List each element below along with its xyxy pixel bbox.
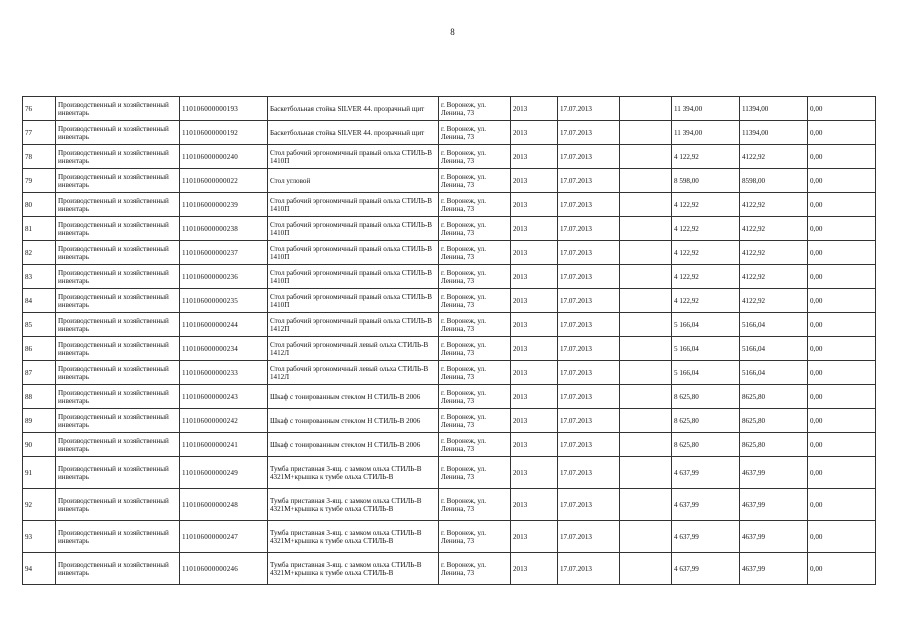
date-cell: 17.07.2013 <box>558 337 620 361</box>
category-cell: Производственный и хозяйственный инвентарь <box>56 97 180 121</box>
date-cell: 17.07.2013 <box>558 265 620 289</box>
table-row <box>23 385 876 409</box>
inventory-code: 110106000000235 <box>180 289 268 313</box>
residual-value: 0,00 <box>808 361 876 385</box>
extra-cell <box>620 385 672 409</box>
address-cell: г. Воронеж, ул. Ленина, 73 <box>439 521 511 553</box>
inventory-code: 110106000000022 <box>180 169 268 193</box>
address-cell: г. Воронеж, ул. Ленина, 73 <box>439 553 511 585</box>
book-value: 4122,92 <box>740 145 808 169</box>
book-value: 4637,99 <box>740 521 808 553</box>
inventory-code: 110106000000192 <box>180 121 268 145</box>
item-name: Тумба приставная 3-ящ. с замком ольха СТИЛЬ-В 4321М+крышка к тумбе ольха СТИЛЬ-В <box>268 489 439 521</box>
inventory-code: 110106000000248 <box>180 489 268 521</box>
year-cell: 2013 <box>511 121 558 145</box>
year-cell: 2013 <box>511 265 558 289</box>
table-row <box>23 457 876 489</box>
address-cell: г. Воронеж, ул. Ленина, 73 <box>439 169 511 193</box>
residual-value: 0,00 <box>808 217 876 241</box>
address-cell: г. Воронеж, ул. Ленина, 73 <box>439 489 511 521</box>
residual-value: 0,00 <box>808 385 876 409</box>
date-cell: 17.07.2013 <box>558 193 620 217</box>
inventory-code: 110106000000193 <box>180 97 268 121</box>
extra-cell <box>620 145 672 169</box>
year-cell: 2013 <box>511 217 558 241</box>
item-name: Стол рабочий эргономичный правый ольха СТИЛЬ-В 1410П <box>268 193 439 217</box>
address-cell: г. Воронеж, ул. Ленина, 73 <box>439 241 511 265</box>
inventory-code: 110106000000234 <box>180 337 268 361</box>
address-cell: г. Воронеж, ул. Ленина, 73 <box>439 457 511 489</box>
book-value: 8598,00 <box>740 169 808 193</box>
table-row <box>23 337 876 361</box>
inventory-code: 110106000000246 <box>180 553 268 585</box>
inventory-code: 110106000000243 <box>180 385 268 409</box>
initial-cost: 4 637,99 <box>672 489 740 521</box>
initial-cost: 8 625,80 <box>672 409 740 433</box>
book-value: 4122,92 <box>740 217 808 241</box>
residual-value: 0,00 <box>808 289 876 313</box>
table-row <box>23 265 876 289</box>
row-number: 80 <box>23 193 56 217</box>
extra-cell <box>620 433 672 457</box>
category-cell: Производственный и хозяйственный инвентарь <box>56 409 180 433</box>
address-cell: г. Воронеж, ул. Ленина, 73 <box>439 409 511 433</box>
extra-cell <box>620 217 672 241</box>
book-value: 4637,99 <box>740 553 808 585</box>
table-row <box>23 121 876 145</box>
year-cell: 2013 <box>511 169 558 193</box>
page-number: 8 <box>450 27 455 37</box>
initial-cost: 4 637,99 <box>672 553 740 585</box>
table-row <box>23 193 876 217</box>
book-value: 4637,99 <box>740 457 808 489</box>
extra-cell <box>620 313 672 337</box>
item-name: Баскетбольная стойка SILVER 44. прозрачный щит <box>268 121 439 145</box>
table-row <box>23 289 876 313</box>
item-name: Тумба приставная 3-ящ. с замком ольха СТИЛЬ-В 4321М+крышка к тумбе ольха СТИЛЬ-В <box>268 553 439 585</box>
table-row <box>23 553 876 585</box>
extra-cell <box>620 289 672 313</box>
year-cell: 2013 <box>511 457 558 489</box>
initial-cost: 4 637,99 <box>672 457 740 489</box>
table-row <box>23 145 876 169</box>
year-cell: 2013 <box>511 553 558 585</box>
date-cell: 17.07.2013 <box>558 433 620 457</box>
initial-cost: 5 166,04 <box>672 313 740 337</box>
initial-cost: 4 122,92 <box>672 193 740 217</box>
table-row <box>23 313 876 337</box>
initial-cost: 4 122,92 <box>672 217 740 241</box>
address-cell: г. Воронеж, ул. Ленина, 73 <box>439 433 511 457</box>
extra-cell <box>620 553 672 585</box>
category-cell: Производственный и хозяйственный инвентарь <box>56 169 180 193</box>
year-cell: 2013 <box>511 489 558 521</box>
item-name: Тумба приставная 3-ящ. с замком ольха СТИЛЬ-В 4321М+крышка к тумбе ольха СТИЛЬ-В <box>268 521 439 553</box>
extra-cell <box>620 361 672 385</box>
row-number: 79 <box>23 169 56 193</box>
extra-cell <box>620 121 672 145</box>
initial-cost: 11 394,00 <box>672 121 740 145</box>
category-cell: Производственный и хозяйственный инвентарь <box>56 145 180 169</box>
table-row <box>23 169 876 193</box>
residual-value: 0,00 <box>808 265 876 289</box>
year-cell: 2013 <box>511 337 558 361</box>
address-cell: г. Воронеж, ул. Ленина, 73 <box>439 361 511 385</box>
inventory-code: 110106000000237 <box>180 241 268 265</box>
row-number: 85 <box>23 313 56 337</box>
category-cell: Производственный и хозяйственный инвентарь <box>56 241 180 265</box>
extra-cell <box>620 409 672 433</box>
row-number: 77 <box>23 121 56 145</box>
row-number: 78 <box>23 145 56 169</box>
extra-cell <box>620 521 672 553</box>
book-value: 5166,04 <box>740 361 808 385</box>
residual-value: 0,00 <box>808 193 876 217</box>
row-number: 88 <box>23 385 56 409</box>
book-value: 4122,92 <box>740 265 808 289</box>
inventory-code: 110106000000240 <box>180 145 268 169</box>
date-cell: 17.07.2013 <box>558 489 620 521</box>
date-cell: 17.07.2013 <box>558 553 620 585</box>
date-cell: 17.07.2013 <box>558 121 620 145</box>
item-name: Стол рабочий эргономичный правый ольха СТИЛЬ-В 1410П <box>268 289 439 313</box>
book-value: 5166,04 <box>740 337 808 361</box>
initial-cost: 4 122,92 <box>672 145 740 169</box>
initial-cost: 5 166,04 <box>672 361 740 385</box>
category-cell: Производственный и хозяйственный инвентарь <box>56 385 180 409</box>
table-row <box>23 361 876 385</box>
book-value: 11394,00 <box>740 121 808 145</box>
residual-value: 0,00 <box>808 337 876 361</box>
residual-value: 0,00 <box>808 489 876 521</box>
address-cell: г. Воронеж, ул. Ленина, 73 <box>439 121 511 145</box>
initial-cost: 4 122,92 <box>672 265 740 289</box>
residual-value: 0,00 <box>808 121 876 145</box>
row-number: 84 <box>23 289 56 313</box>
date-cell: 17.07.2013 <box>558 385 620 409</box>
address-cell: г. Воронеж, ул. Ленина, 73 <box>439 337 511 361</box>
extra-cell <box>620 265 672 289</box>
initial-cost: 8 625,80 <box>672 385 740 409</box>
residual-value: 0,00 <box>808 169 876 193</box>
category-cell: Производственный и хозяйственный инвентарь <box>56 193 180 217</box>
book-value: 4637,99 <box>740 489 808 521</box>
extra-cell <box>620 169 672 193</box>
extra-cell <box>620 337 672 361</box>
date-cell: 17.07.2013 <box>558 169 620 193</box>
book-value: 4122,92 <box>740 241 808 265</box>
category-cell: Производственный и хозяйственный инвентарь <box>56 337 180 361</box>
extra-cell <box>620 489 672 521</box>
inventory-code: 110106000000244 <box>180 313 268 337</box>
row-number: 83 <box>23 265 56 289</box>
book-value: 5166,04 <box>740 313 808 337</box>
inventory-table <box>22 96 876 585</box>
row-number: 76 <box>23 97 56 121</box>
date-cell: 17.07.2013 <box>558 145 620 169</box>
initial-cost: 8 598,00 <box>672 169 740 193</box>
residual-value: 0,00 <box>808 313 876 337</box>
date-cell: 17.07.2013 <box>558 313 620 337</box>
book-value: 8625,80 <box>740 433 808 457</box>
initial-cost: 4 637,99 <box>672 521 740 553</box>
residual-value: 0,00 <box>808 457 876 489</box>
initial-cost: 4 122,92 <box>672 241 740 265</box>
category-cell: Производственный и хозяйственный инвентарь <box>56 313 180 337</box>
initial-cost: 5 166,04 <box>672 337 740 361</box>
address-cell: г. Воронеж, ул. Ленина, 73 <box>439 385 511 409</box>
year-cell: 2013 <box>511 361 558 385</box>
category-cell: Производственный и хозяйственный инвентарь <box>56 361 180 385</box>
row-number: 92 <box>23 489 56 521</box>
item-name: Стол рабочий эргономичный правый ольха СТИЛЬ-В 1410П <box>268 241 439 265</box>
table-row <box>23 241 876 265</box>
year-cell: 2013 <box>511 145 558 169</box>
date-cell: 17.07.2013 <box>558 217 620 241</box>
date-cell: 17.07.2013 <box>558 457 620 489</box>
inventory-code: 110106000000236 <box>180 265 268 289</box>
year-cell: 2013 <box>511 241 558 265</box>
table-row <box>23 97 876 121</box>
row-number: 82 <box>23 241 56 265</box>
item-name: Баскетбольная стойка SILVER 44. прозрачный щит <box>268 97 439 121</box>
date-cell: 17.07.2013 <box>558 361 620 385</box>
inventory-code: 110106000000249 <box>180 457 268 489</box>
item-name: Стол рабочий эргономичный левый ольха СТИЛЬ-В 1412Л <box>268 337 439 361</box>
initial-cost: 8 625,80 <box>672 433 740 457</box>
inventory-code: 110106000000241 <box>180 433 268 457</box>
row-number: 90 <box>23 433 56 457</box>
year-cell: 2013 <box>511 409 558 433</box>
address-cell: г. Воронеж, ул. Ленина, 73 <box>439 265 511 289</box>
item-name: Стол рабочий эргономичный правый ольха СТИЛЬ-В 1410П <box>268 265 439 289</box>
item-name: Стол рабочий эргономичный правый ольха СТИЛЬ-В 1410П <box>268 145 439 169</box>
initial-cost: 4 122,92 <box>672 289 740 313</box>
inventory-code: 110106000000247 <box>180 521 268 553</box>
year-cell: 2013 <box>511 289 558 313</box>
initial-cost: 11 394,00 <box>672 97 740 121</box>
residual-value: 0,00 <box>808 433 876 457</box>
residual-value: 0,00 <box>808 521 876 553</box>
category-cell: Производственный и хозяйственный инвентарь <box>56 265 180 289</box>
item-name: Стол угловой <box>268 169 439 193</box>
row-number: 89 <box>23 409 56 433</box>
address-cell: г. Воронеж, ул. Ленина, 73 <box>439 217 511 241</box>
date-cell: 17.07.2013 <box>558 521 620 553</box>
date-cell: 17.07.2013 <box>558 97 620 121</box>
book-value: 8625,80 <box>740 409 808 433</box>
residual-value: 0,00 <box>808 553 876 585</box>
book-value: 4122,92 <box>740 289 808 313</box>
table-row <box>23 217 876 241</box>
item-name: Шкаф с тонированным стеклом Н СТИЛЬ-В 2006 <box>268 385 439 409</box>
row-number: 81 <box>23 217 56 241</box>
address-cell: г. Воронеж, ул. Ленина, 73 <box>439 145 511 169</box>
residual-value: 0,00 <box>808 241 876 265</box>
year-cell: 2013 <box>511 433 558 457</box>
item-name: Стол рабочий эргономичный правый ольха СТИЛЬ-В 1410П <box>268 217 439 241</box>
table-row <box>23 521 876 553</box>
residual-value: 0,00 <box>808 145 876 169</box>
row-number: 93 <box>23 521 56 553</box>
address-cell: г. Воронеж, ул. Ленина, 73 <box>439 193 511 217</box>
category-cell: Производственный и хозяйственный инвентарь <box>56 553 180 585</box>
year-cell: 2013 <box>511 385 558 409</box>
residual-value: 0,00 <box>808 409 876 433</box>
inventory-code: 110106000000239 <box>180 193 268 217</box>
book-value: 4122,92 <box>740 193 808 217</box>
item-name: Шкаф с тонированным стеклом Н СТИЛЬ-В 2006 <box>268 433 439 457</box>
table-row <box>23 489 876 521</box>
category-cell: Производственный и хозяйственный инвентарь <box>56 433 180 457</box>
item-name: Стол рабочий эргономичный правый ольха СТИЛЬ-В 1412П <box>268 313 439 337</box>
address-cell: г. Воронеж, ул. Ленина, 73 <box>439 97 511 121</box>
inventory-rows <box>23 97 876 585</box>
address-cell: г. Воронеж, ул. Ленина, 73 <box>439 313 511 337</box>
residual-value: 0,00 <box>808 97 876 121</box>
row-number: 86 <box>23 337 56 361</box>
date-cell: 17.07.2013 <box>558 409 620 433</box>
category-cell: Производственный и хозяйственный инвентарь <box>56 489 180 521</box>
category-cell: Производственный и хозяйственный инвентарь <box>56 121 180 145</box>
row-number: 94 <box>23 553 56 585</box>
inventory-code: 110106000000242 <box>180 409 268 433</box>
address-cell: г. Воронеж, ул. Ленина, 73 <box>439 289 511 313</box>
category-cell: Производственный и хозяйственный инвентарь <box>56 457 180 489</box>
table-row <box>23 409 876 433</box>
table-row <box>23 433 876 457</box>
inventory-code: 110106000000238 <box>180 217 268 241</box>
year-cell: 2013 <box>511 97 558 121</box>
category-cell: Производственный и хозяйственный инвентарь <box>56 289 180 313</box>
item-name: Стол рабочий эргономичный левый ольха СТИЛЬ-В 1412Л <box>268 361 439 385</box>
extra-cell <box>620 97 672 121</box>
inventory-code: 110106000000233 <box>180 361 268 385</box>
book-value: 11394,00 <box>740 97 808 121</box>
item-name: Шкаф с тонированным стеклом Н СТИЛЬ-В 2006 <box>268 409 439 433</box>
book-value: 8625,80 <box>740 385 808 409</box>
item-name: Тумба приставная 3-ящ. с замком ольха СТИЛЬ-В 4321М+крышка к тумбе ольха СТИЛЬ-В <box>268 457 439 489</box>
category-cell: Производственный и хозяйственный инвентарь <box>56 217 180 241</box>
extra-cell <box>620 193 672 217</box>
year-cell: 2013 <box>511 313 558 337</box>
category-cell: Производственный и хозяйственный инвентарь <box>56 521 180 553</box>
date-cell: 17.07.2013 <box>558 241 620 265</box>
extra-cell <box>620 457 672 489</box>
year-cell: 2013 <box>511 521 558 553</box>
row-number: 87 <box>23 361 56 385</box>
year-cell: 2013 <box>511 193 558 217</box>
extra-cell <box>620 241 672 265</box>
row-number: 91 <box>23 457 56 489</box>
date-cell: 17.07.2013 <box>558 289 620 313</box>
